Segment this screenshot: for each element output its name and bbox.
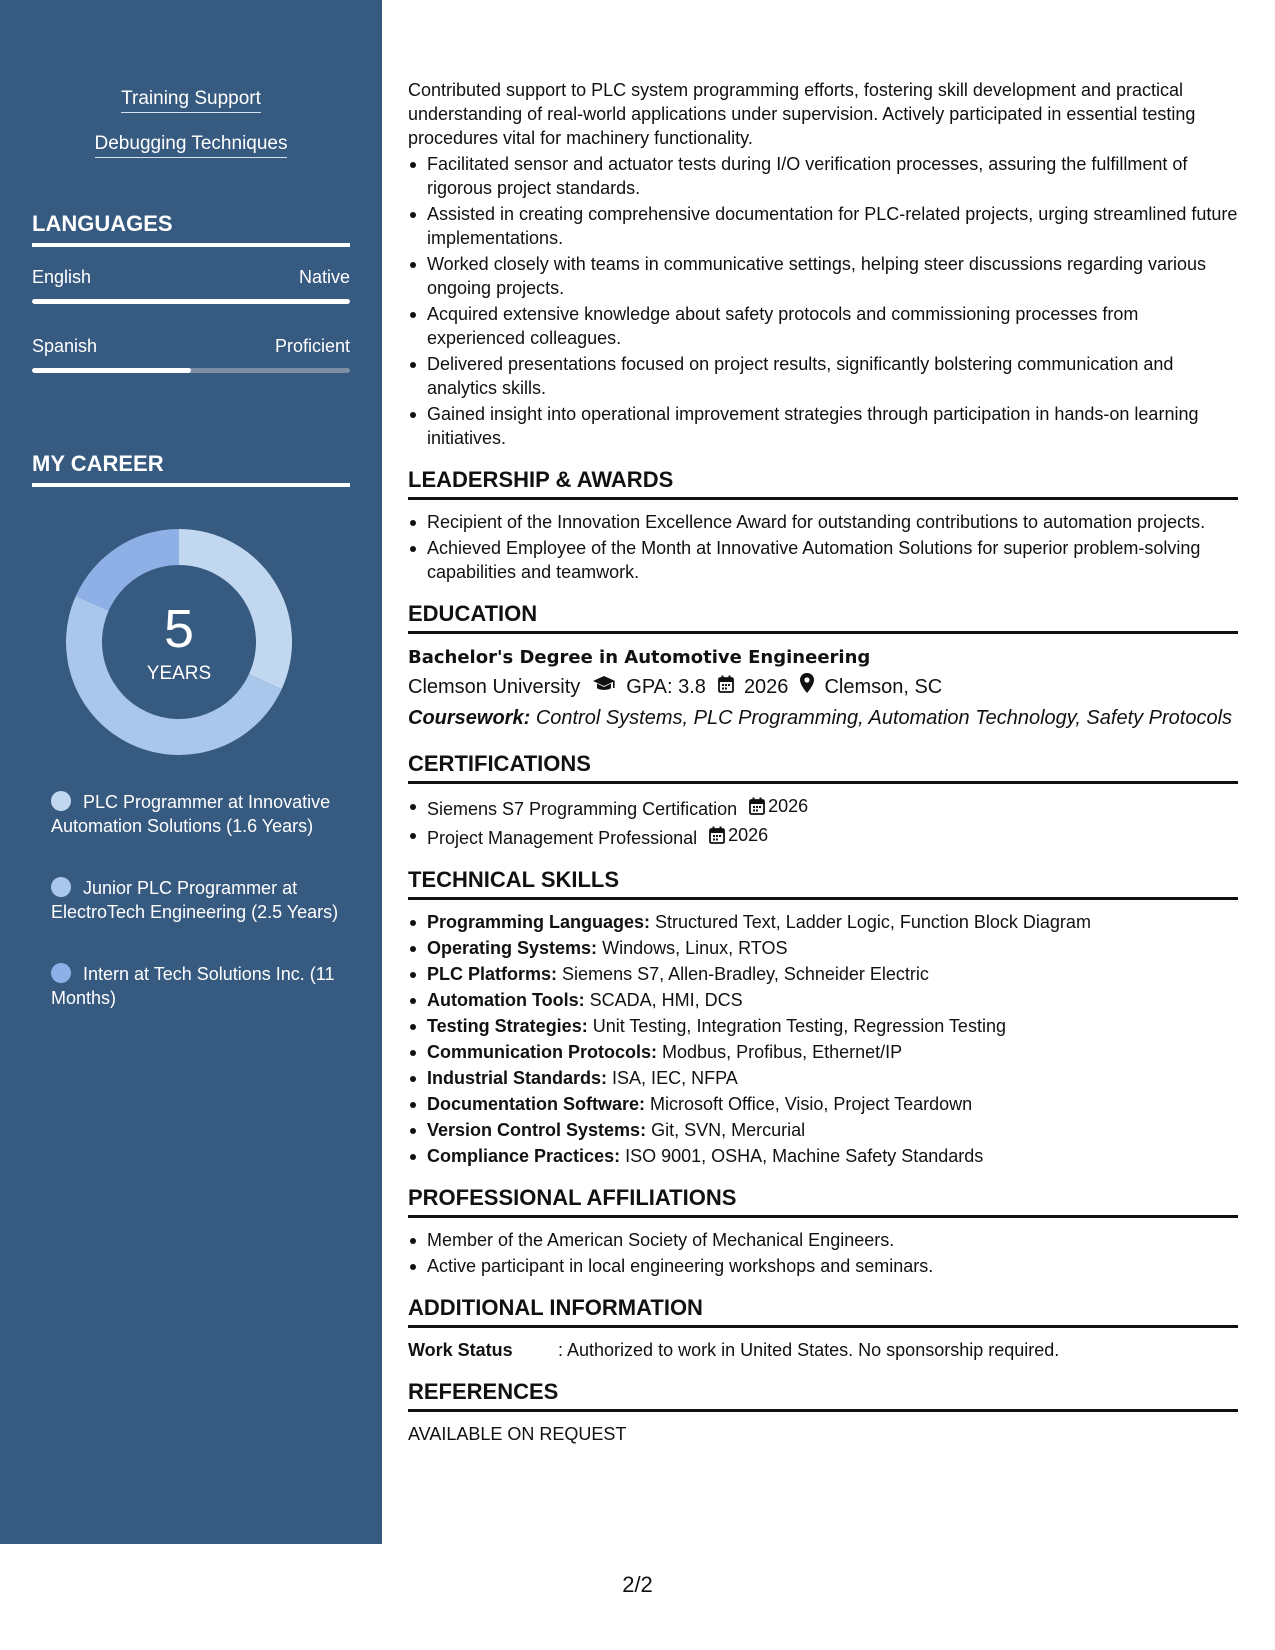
education-year: 2026 [743,676,789,698]
list-item [408,1014,1238,1038]
skill-values: SCADA, HMI, DCS [589,990,743,1010]
skill-values: Git, SVN, Mercurial [651,1120,806,1140]
languages-heading: LANGUAGES [32,211,350,247]
calendar-icon [718,672,734,702]
list-item: Gained insight into operational improvement strategies through participation in hands-on learning initiatives. [408,402,1238,450]
career-total-unit: YEARS [146,663,212,684]
references-text: AVAILABLE ON REQUEST [408,1424,627,1444]
leadership-list [408,510,1238,584]
affiliations-heading: PROFESSIONAL AFFILIATIONS [408,1184,1238,1218]
education-location: Clemson, SC [824,676,943,698]
list-item: Member of the American Society of Mechanical Engineers. [408,1228,1238,1252]
list-item [408,794,1238,821]
skill-category: PLC Platforms: [427,964,558,984]
main-content [408,78,1238,1446]
certification-year: 2026 [728,825,769,845]
affiliations-list [408,1228,1238,1278]
work-status-value: : Authorized to work in United States. No sponsorship required. [558,1340,1060,1360]
map-pin-icon [800,672,814,702]
skill-values: Microsoft Office, Visio, Project Teardown [650,1094,973,1114]
coursework-value: Control Systems, PLC Programming, Automation Technology, Safety Protocols [535,707,1233,729]
language-bar-english [32,299,350,304]
list-item [408,1040,1238,1064]
certification-date [709,823,768,847]
technical-skills-list [408,910,1238,1168]
references-heading: REFERENCES [408,1378,1238,1412]
list-item [408,1066,1238,1090]
skill-category: Operating Systems: [427,938,598,958]
career-legend-dot [51,963,71,983]
education-gpa: GPA: 3.8 [626,676,706,698]
career-item [51,876,341,924]
language-bar-fill [32,368,191,373]
education-degree: Bachelor's Degree in Automotive Engineering [408,647,871,668]
list-item [408,936,1238,960]
certifications-list [408,794,1238,850]
skill-values: ISO 9001, OSHA, Machine Safety Standards [625,1146,984,1166]
skill-category: Communication Protocols: [427,1042,658,1062]
education-school: Clemson University [408,676,581,698]
skill-category: Compliance Practices: [427,1146,621,1166]
language-row-spanish [32,336,350,357]
education-coursework [408,702,1238,734]
list-item [408,1118,1238,1142]
skill-link-debugging-techniques[interactable] [0,133,382,155]
career-item [51,790,341,838]
education-heading: EDUCATION [408,600,1238,634]
list-item [408,823,1238,850]
skill-label: Training Support [121,88,261,113]
skill-values: Modbus, Profibus, Ethernet/IP [662,1042,903,1062]
skill-values: ISA, IEC, NFPA [612,1068,738,1088]
career-item-text: PLC Programmer at Innovative Automation Solutions (1.6 Years) [51,792,331,836]
skill-category: Version Control Systems: [427,1120,647,1140]
language-name: English [32,267,92,287]
work-status-label: Work Status [408,1340,513,1360]
language-level: Proficient [274,336,350,356]
certification-year: 2026 [768,796,809,816]
language-bar-fill [32,299,350,304]
list-item [408,1144,1238,1168]
language-bar-spanish [32,368,350,373]
list-item: Active participant in local engineering workshops and seminars. [408,1254,1238,1278]
certification-name: Siemens S7 Programming Certification [427,799,738,819]
list-item [408,962,1238,986]
language-name: Spanish [32,336,98,356]
career-donut-chart [66,529,292,755]
list-item: Acquired extensive knowledge about safety protocols and commissioning processes from experienced colleagues. [408,302,1238,350]
skill-label: Debugging Techniques [95,133,288,158]
list-item: Worked closely with teams in communicative settings, helping steer discussions regarding various ongoing projects. [408,252,1238,300]
list-item [408,988,1238,1012]
skill-category: Testing Strategies: [427,1016,588,1036]
graduation-cap-icon [592,672,616,702]
list-item: Assisted in creating comprehensive documentation for PLC-related projects, urging streamlined future implementations. [408,202,1238,250]
coursework-label: Coursework: [408,707,531,729]
career-item [51,962,341,1010]
skill-values: Siemens S7, Allen-Bradley, Schneider Electric [562,964,929,984]
career-heading: MY CAREER [32,451,350,487]
career-legend-dot [51,877,71,897]
calendar-icon [709,826,725,844]
work-status-row [408,1338,1238,1362]
career-total-years: 5 [163,599,195,659]
calendar-icon [749,797,765,815]
experience-summary: Contributed support to PLC system programming efforts, fostering skill development and practical understanding of real-world applications under supervision. Actively participated in essential testing procedures vital for machinery functionality. [408,80,1196,148]
education-details [408,672,1238,702]
additional-info-heading: ADDITIONAL INFORMATION [408,1294,1238,1328]
skill-category: Industrial Standards: [427,1068,608,1088]
skill-values: Unit Testing, Integration Testing, Regression Testing [592,1016,1006,1036]
list-item: Facilitated sensor and actuator tests during I/O verification processes, assuring the fulfillment of rigorous project standards. [408,152,1238,200]
language-level: Native [298,267,350,287]
certifications-heading: CERTIFICATIONS [408,750,1238,784]
career-item-text: Junior PLC Programmer at ElectroTech Engineering (2.5 Years) [51,878,339,922]
skill-category: Automation Tools: [427,990,585,1010]
technical-skills-heading: TECHNICAL SKILLS [408,866,1238,900]
list-item: Delivered presentations focused on project results, significantly bolstering communication and analytics skills. [408,352,1238,400]
page-number: 2/2 [622,1572,653,1597]
career-legend-dot [51,791,71,811]
skill-category: Documentation Software: [427,1094,646,1114]
skill-values: Windows, Linux, RTOS [602,938,788,958]
list-item [408,910,1238,934]
skill-category: Programming Languages: [427,912,651,932]
skill-values: Structured Text, Ladder Logic, Function Block Diagram [655,912,1091,932]
leadership-heading: LEADERSHIP & AWARDS [408,466,1238,500]
list-item: Recipient of the Innovation Excellence Award for outstanding contributions to automation projects. [408,510,1238,534]
career-item-text: Intern at Tech Solutions Inc. (11 Months) [51,964,335,1008]
list-item: Achieved Employee of the Month at Innovative Automation Solutions for superior problem-solving capabilities and teamwork. [408,536,1238,584]
language-row-english [32,267,350,288]
certification-name: Project Management Professional [427,828,698,848]
certification-date [749,794,808,818]
list-item [408,1092,1238,1116]
sidebar [0,0,382,1544]
experience-bullets [408,152,1238,450]
skill-link-training-support[interactable] [0,88,382,110]
